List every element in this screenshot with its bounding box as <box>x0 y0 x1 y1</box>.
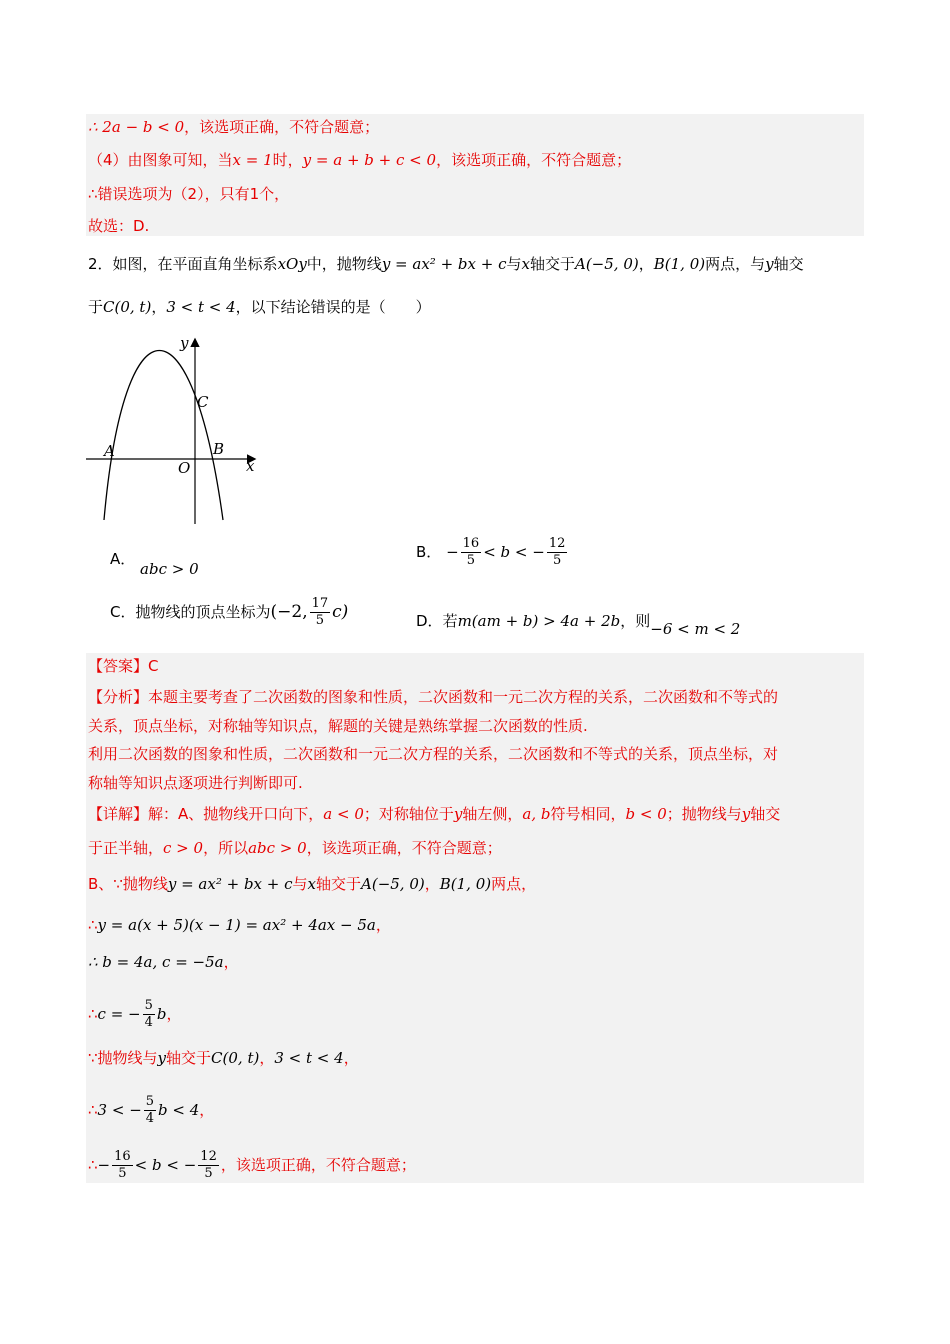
text: ，该选项正确，不符合题意； <box>436 151 632 169</box>
text: ；抛物线与 <box>666 805 742 823</box>
math-expression: xOy <box>277 255 307 273</box>
denominator: 5 <box>118 1166 127 1181</box>
therefore-symbol: ∴ <box>88 916 98 934</box>
text: 两点，与 <box>705 255 766 273</box>
step-2 <box>88 952 239 972</box>
analysis-line-3: 利用二次函数的图象和性质，二次函数和一元二次方程的关系，二次函数和不等式的关系，顶点坐标，对 <box>88 745 779 763</box>
question-line-1 <box>88 254 804 274</box>
fraction <box>144 1094 156 1127</box>
step-3 <box>88 998 182 1031</box>
math-expression: b <box>156 1005 167 1023</box>
denominator: 4 <box>145 1111 155 1126</box>
denominator: 5 <box>204 1166 213 1181</box>
text: ， <box>343 1049 359 1067</box>
conclusion-line-3: ∴错误选项为（2），只有1个， <box>88 185 290 203</box>
text: ， <box>223 953 239 971</box>
text: ，以下结论错误的是（ ） <box>235 298 431 316</box>
analysis-line-1: 【分析】本题主要考查了二次函数的图象和性质，二次函数和一元二次方程的关系，二次函数和不等式的 <box>88 688 779 706</box>
text: ， <box>199 1101 215 1119</box>
text: ，则 <box>620 612 651 630</box>
label-C: C <box>197 393 209 411</box>
math-expression: c) <box>332 602 349 622</box>
denominator: 5 <box>552 553 562 568</box>
text: 轴左侧， <box>462 805 523 823</box>
option-c-label: C． <box>110 603 136 621</box>
therefore-symbol: ∴ <box>88 1005 98 1023</box>
question-number: 2． <box>88 255 113 273</box>
math-expression: y <box>765 255 774 273</box>
math-expression: a, b <box>522 805 551 823</box>
question-line-2 <box>88 297 431 317</box>
detail-b-line-1 <box>88 874 536 894</box>
text: 符号相同， <box>550 805 626 823</box>
fraction <box>547 536 568 569</box>
text: ， <box>166 1005 182 1023</box>
text: ， <box>424 875 440 893</box>
conclusion-line-2 <box>88 150 631 170</box>
math-expression: B(1, 0) <box>439 875 492 893</box>
text: 轴交于 <box>529 255 575 273</box>
text: ；对称轴位于 <box>363 805 454 823</box>
math-expression: x = 1 <box>232 151 273 169</box>
numerator: 5 <box>145 1094 155 1109</box>
math-expression: y = a + b + c < 0 <box>302 151 437 169</box>
conclusion-line-4: 故选：D. <box>88 217 150 235</box>
math-expression: abc > 0 <box>248 839 307 857</box>
math-expression: < b < − <box>134 1156 197 1174</box>
math-expression: −6 < m < 2 <box>650 620 741 638</box>
math-expression: ∴ b = 4a, c = −5a <box>88 953 224 971</box>
text: 与 <box>506 255 522 273</box>
parabola-curve <box>104 351 223 521</box>
analysis-line-2: 关系，顶点坐标，对称轴等知识点，解题的关键是熟练掌握二次函数的性质. <box>88 717 588 735</box>
text: ， <box>151 298 167 316</box>
step-6 <box>88 1149 416 1182</box>
detail-line-1 <box>88 804 780 824</box>
option-c-text: 抛物线的顶点坐标为 <box>135 603 271 621</box>
numerator: 16 <box>462 536 480 551</box>
math-expression: x <box>307 875 316 893</box>
math-expression: 3 < − <box>97 1101 142 1119</box>
text: 轴交于 <box>316 875 362 893</box>
math-expression: y = a(x + 5)(x − 1) = ax² + 4ax − 5a <box>97 916 376 934</box>
text: 于正半轴， <box>88 839 164 857</box>
conclusion-line-1 <box>88 117 379 137</box>
fraction <box>198 1149 219 1182</box>
math-expression: x <box>521 255 530 273</box>
numerator: 17 <box>311 596 329 611</box>
text: ，该选项正确，不符合题意； <box>220 1156 416 1174</box>
math-expression: B(1, 0) <box>653 255 706 273</box>
label-A: A <box>104 442 115 460</box>
math-expression: c = − <box>97 1005 141 1023</box>
label-B: B <box>213 440 225 458</box>
numerator: 5 <box>144 998 153 1013</box>
analysis-line-4: 称轴等知识点逐项进行判断即可. <box>88 774 303 792</box>
math-expression: 3 < t < 4 <box>274 1049 344 1067</box>
text: 【详解】解：A、抛物线开口向下， <box>88 805 324 823</box>
text: 两点， <box>491 875 537 893</box>
numerator: 12 <box>548 536 566 551</box>
text: 轴交 <box>750 805 781 823</box>
text: 轴交 <box>773 255 804 273</box>
math-expression: A(−5, 0) <box>574 255 639 273</box>
math-expression: c > 0 <box>163 839 204 857</box>
option-a[interactable] <box>110 549 199 578</box>
text: ，该选项正确，不符合题意； <box>184 118 380 136</box>
math-expression: m(am + b) > 4a + 2b <box>457 612 621 630</box>
option-b-label: B． <box>416 543 442 561</box>
math-expression: (−2, <box>270 602 308 622</box>
step-1 <box>88 915 391 935</box>
text: ，该选项正确，不符合题意； <box>306 839 502 857</box>
detail-line-2 <box>88 838 502 858</box>
text: 时， <box>272 151 303 169</box>
math-expression: ∴ 2a − b < 0 <box>88 118 185 136</box>
label-O: O <box>178 459 191 477</box>
math-expression: − <box>97 1156 111 1174</box>
math-expression: b < 0 <box>625 805 667 823</box>
answer-line: 【答案】C <box>88 657 159 675</box>
option-d-label: D． <box>416 612 443 630</box>
fraction <box>310 596 331 629</box>
numerator: 12 <box>200 1149 217 1164</box>
step-5 <box>88 1094 214 1127</box>
math-expression: a < 0 <box>323 805 364 823</box>
math-expression: b < 4 <box>158 1101 200 1119</box>
step-4 <box>88 1048 359 1068</box>
text: 若 <box>442 612 458 630</box>
text: ，所以 <box>203 839 249 857</box>
option-a-label: A． <box>110 550 136 568</box>
text: ， <box>259 1049 275 1067</box>
math-expression: − <box>446 543 459 561</box>
option-c[interactable] <box>110 596 348 629</box>
denominator: 5 <box>466 553 476 568</box>
text: ， <box>638 255 654 273</box>
text: 中，抛物线 <box>306 255 382 273</box>
therefore-symbol: ∴ <box>88 1156 98 1174</box>
math-expression: C(0, t) <box>211 1049 260 1067</box>
text: 于 <box>88 298 104 316</box>
math-expression: y = ax² + bx + c <box>167 875 293 893</box>
text: 轴交于 <box>166 1049 212 1067</box>
parabola-figure <box>84 334 274 526</box>
math-expression: y = ax² + bx + c <box>381 255 507 273</box>
label-x: x <box>246 457 255 475</box>
math-expression: y <box>157 1049 167 1067</box>
math-expression: y <box>453 805 463 823</box>
label-y: y <box>180 334 189 352</box>
math-expression: y <box>741 805 751 823</box>
option-d[interactable] <box>416 611 741 638</box>
denominator: 4 <box>144 1015 153 1030</box>
math-expression: C(0, t) <box>103 298 152 316</box>
math-expression: 3 < t < 4 <box>166 298 236 316</box>
denominator: 5 <box>315 613 325 628</box>
option-b[interactable] <box>416 536 569 569</box>
fraction <box>143 998 155 1031</box>
text: ， <box>375 916 391 934</box>
fraction <box>112 1149 133 1182</box>
text: ∵抛物线与 <box>88 1049 158 1067</box>
text: （4）由图象可知，当 <box>88 151 233 169</box>
numerator: 16 <box>114 1149 131 1164</box>
text: B、∵抛物线 <box>88 875 168 893</box>
text: 如图，在平面直角坐标系 <box>112 255 278 273</box>
therefore-symbol: ∴ <box>88 1101 98 1119</box>
math-expression: A(−5, 0) <box>361 875 425 893</box>
math-expression: abc > 0 <box>140 560 199 578</box>
text: 与 <box>292 875 308 893</box>
fraction <box>461 536 482 569</box>
math-expression: < b < − <box>483 543 545 561</box>
